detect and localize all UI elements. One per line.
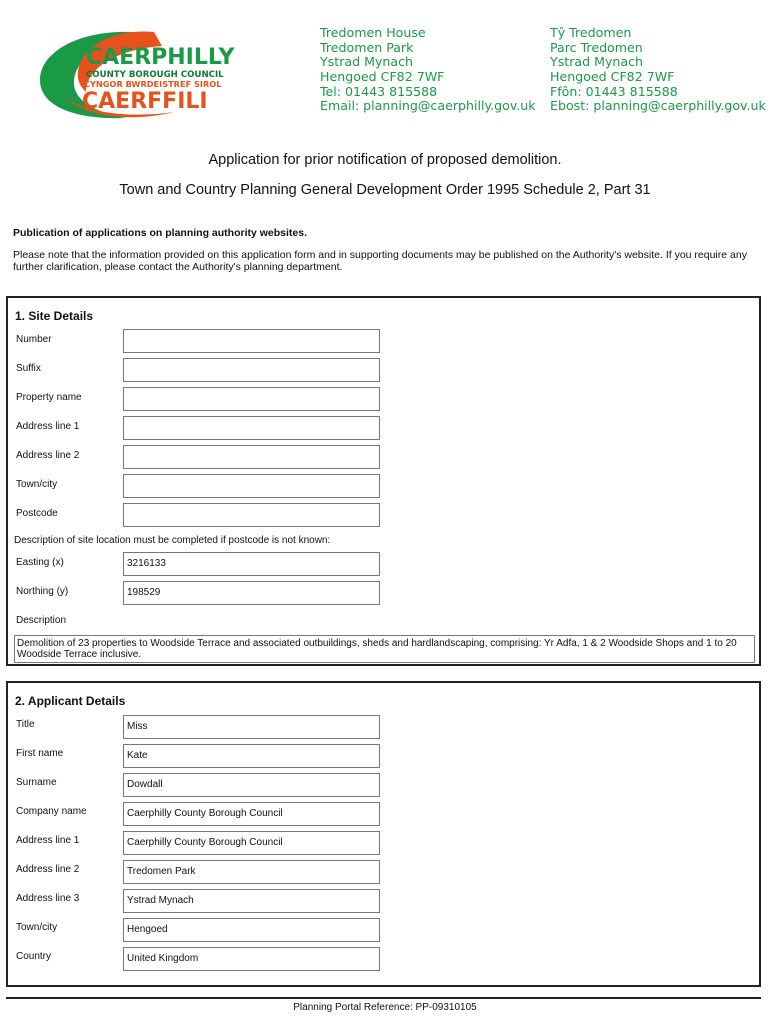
applicant-address-line-3-field[interactable]: Ystrad Mynach [123,889,380,913]
portal-reference: Planning Portal Reference: PP-09310105 [293,1002,477,1013]
address-line: Tredomen House [320,25,426,40]
location-note: Description of site location must be completed if postcode is not known: [14,535,331,546]
number-label: Number [16,334,52,345]
company-name-label: Company name [16,806,87,817]
address-line: Ffôn: 01443 815588 [550,83,678,99]
address-line: Tel: 01443 815588 [320,83,438,99]
address-line: Email: planning@caerphilly.gov.uk [320,98,536,114]
address-english [320,26,536,114]
northing-field[interactable]: 198529 [123,581,380,605]
address-line: Tŷ Tredomen [550,25,632,40]
logo-text-cy-sub: CYNGOR BWRDEISTREF SIROL [84,79,222,89]
easting-label: Easting (x) [16,557,64,568]
first-name-label: First name [16,748,64,759]
address-line-2-label: Address line 2 [16,450,80,461]
address-line-2-field[interactable] [123,445,380,469]
suffix-label: Suffix [16,363,41,374]
description-field[interactable]: Demolition of 23 properties to Woodside Terrace and associated outbuildings, sheds and hardlandscaping, comprising: Yr Adfa, 1 & 2 Woodside Shops and 1 to 20 Woodside Terrace inclusive. [14,635,755,663]
postcode-label: Postcode [16,508,58,519]
address-line: Hengoed CF82 7WF [320,69,445,85]
property-name-field[interactable] [123,387,380,411]
surname-label: Surname [16,777,57,788]
form-title: Application for prior notification of proposed demolition. [208,152,562,168]
applicant-details-section [6,681,761,987]
postcode-field[interactable] [123,503,380,527]
description-label: Description [16,615,67,626]
address-line: Tredomen Park [320,39,414,55]
number-field[interactable] [123,329,380,353]
suffix-field[interactable] [123,358,380,382]
footer-divider [6,997,761,999]
address-welsh [550,26,766,114]
applicant-address-line-2-field[interactable]: Tredomen Park [123,860,380,884]
logo-text-en: CAERPHILLY [86,45,235,70]
section-title: 1. Site Details [15,309,94,323]
country-label: Country [16,951,52,962]
form-subtitle: Town and Country Planning General Development Order 1995 Schedule 2, Part 31 [119,182,651,198]
town-city-label: Town/city [16,479,58,490]
applicant-address-line-1-label: Address line 1 [16,835,80,846]
caerphilly-council-logo [34,26,279,122]
applicant-address-line-1-field[interactable]: Caerphilly County Borough Council [123,831,380,855]
section-title: 2. Applicant Details [15,694,126,708]
publication-note: Please note that the information provided on this application form and in supporting documents may be published on the Authority's website. If you require any further clarification, please contact the Authority's planning department. [13,249,747,273]
logo-text-cy: CAERFFILI [82,89,208,114]
company-name-field[interactable]: Caerphilly County Borough Council [123,802,380,826]
applicant-address-line-3-label: Address line 3 [16,893,80,904]
applicant-address-line-2-label: Address line 2 [16,864,80,875]
address-line: Hengoed CF82 7WF [550,69,675,85]
address-line: Ystrad Mynach [320,54,414,70]
surname-field[interactable]: Dowdall [123,773,380,797]
title-label: Title [16,719,35,730]
easting-field[interactable]: 3216133 [123,552,380,576]
publication-heading: Publication of applications on planning authority websites. [13,227,308,239]
address-line: Ebost: planning@caerphilly.gov.uk [550,98,766,114]
applicant-town-city-label: Town/city [16,922,58,933]
title-field[interactable]: Miss [123,715,380,739]
country-field[interactable]: United Kingdom [123,947,380,971]
property-name-label: Property name [16,392,82,403]
logo-text-en-sub: COUNTY BOROUGH COUNCIL [86,70,224,80]
northing-label: Northing (y) [16,586,69,597]
first-name-field[interactable]: Kate [123,744,380,768]
site-details-section [6,296,761,666]
address-line-1-label: Address line 1 [16,421,80,432]
address-line-1-field[interactable] [123,416,380,440]
applicant-town-city-field[interactable]: Hengoed [123,918,380,942]
address-line: Ystrad Mynach [550,54,644,70]
address-line: Parc Tredomen [550,39,643,55]
town-city-field[interactable] [123,474,380,498]
